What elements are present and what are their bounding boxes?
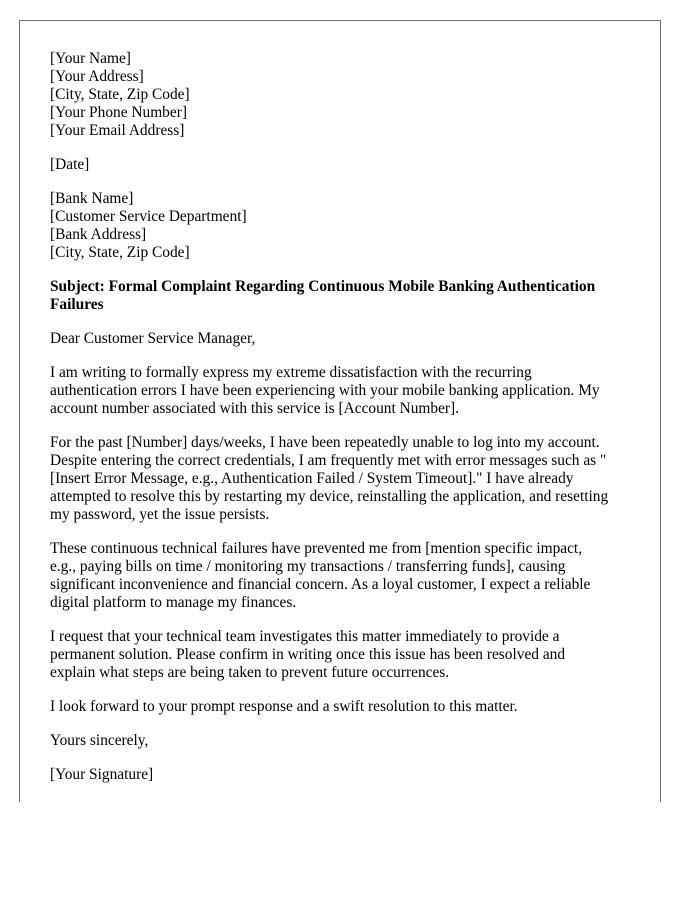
paragraph-line: explain what steps are being taken to prevent future occurrences. (50, 664, 450, 681)
sender-city-state-zip: [City, State, Zip Code] (50, 86, 190, 103)
paragraph-line: I request that your technical team investigates this matter immediately to provide a (50, 628, 560, 645)
paragraph-line: digital platform to manage my finances. (50, 594, 297, 611)
recipient-city-state-zip: [City, State, Zip Code] (50, 244, 190, 261)
subject-line (50, 278, 635, 314)
paragraph-line: attempted to resolve this by restarting my device, reinstalling the application, and resetting (50, 488, 609, 505)
recipient-block (50, 190, 635, 262)
paragraph-line: my password, yet the issue persists. (50, 506, 270, 523)
paragraph-line: I look forward to your prompt response and a swift resolution to this matter. (50, 698, 518, 715)
paragraph-line: For the past [Number] days/weeks, I have been repeatedly unable to log into my account. (50, 434, 600, 451)
sender-name: [Your Name] (50, 50, 131, 67)
recipient-bank-address: [Bank Address] (50, 226, 147, 243)
paragraph-line: account number associated with this service is [Account Number]. (50, 400, 460, 417)
closing: Yours sincerely, (50, 732, 149, 749)
salutation: Dear Customer Service Manager, (50, 330, 256, 347)
body-paragraph-1 (50, 364, 635, 418)
paragraph-line: e.g., paying bills on time / monitoring my transactions / transferring funds], causing (50, 558, 566, 575)
salutation-block (50, 330, 635, 348)
subject-line-1: Subject: Formal Complaint Regarding Continuous Mobile Banking Authentication (50, 278, 596, 295)
recipient-bank-name: [Bank Name] (50, 190, 134, 207)
body-paragraph-2 (50, 434, 635, 524)
letter-content (50, 50, 635, 784)
paragraph-line: These continuous technical failures have prevented me from [mention specific impact, (50, 540, 583, 557)
paragraph-line: I am writing to formally express my extreme dissatisfaction with the recurring (50, 364, 532, 381)
paragraph-line: significant inconvenience and financial concern. As a loyal customer, I expect a reliable (50, 576, 591, 593)
closing-block (50, 732, 635, 750)
paragraph-line: authentication errors I have been experiencing with your mobile banking application. My (50, 382, 600, 399)
date-block (50, 156, 635, 174)
sender-phone: [Your Phone Number] (50, 104, 187, 121)
body-paragraph-3 (50, 540, 635, 612)
signature: [Your Signature] (50, 766, 154, 783)
recipient-department: [Customer Service Department] (50, 208, 247, 225)
signature-block (50, 766, 635, 784)
letter-date: [Date] (50, 156, 90, 173)
letter-page (19, 20, 661, 802)
paragraph-line: [Insert Error Message, e.g., Authentication Failed / System Timeout]." I have already (50, 470, 574, 487)
sender-address: [Your Address] (50, 68, 144, 85)
sender-block (50, 50, 635, 140)
body-paragraph-5 (50, 698, 635, 716)
paragraph-line: permanent solution. Please confirm in writing once this issue has been resolved and (50, 646, 566, 663)
sender-email: [Your Email Address] (50, 122, 185, 139)
subject-line-2: Failures (50, 296, 104, 313)
body-paragraph-4 (50, 628, 635, 682)
paragraph-line: Despite entering the correct credentials, I am frequently met with error messages such as " (50, 452, 607, 469)
